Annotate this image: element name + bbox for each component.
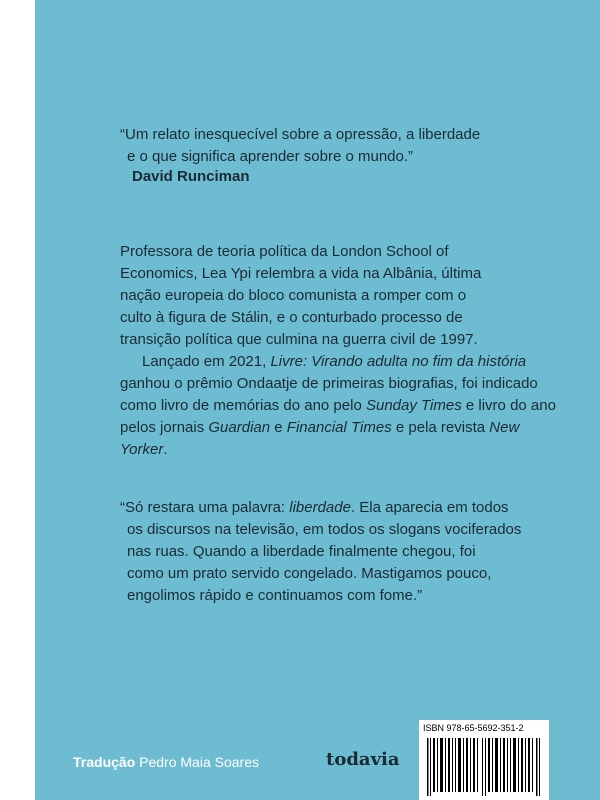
translation-label: Tradução bbox=[73, 754, 136, 770]
quote-line: os discursos na televisão, em todos os slogans vociferados bbox=[127, 521, 522, 538]
quote-line: e o que significa aprender sobre o mundo.” bbox=[127, 148, 414, 165]
quote-line bbox=[120, 497, 570, 519]
description-paragraph-1 bbox=[120, 241, 560, 351]
quote-line: “Um relato inesquecível sobre a opressão, a liberdade bbox=[120, 126, 481, 143]
description-paragraph-2 bbox=[120, 351, 560, 461]
text-run: e pela revista bbox=[391, 419, 490, 436]
publication-name: Sunday Times bbox=[365, 397, 462, 414]
text-run: Lançado em 2021, bbox=[142, 353, 271, 370]
translator-credit bbox=[73, 752, 259, 772]
publication-name: New Yorker bbox=[120, 419, 520, 458]
quote-line: nas ruas. Quando a liberdade finalmente chegou, foi bbox=[127, 543, 476, 560]
quote-line: como um prato servido congelado. Mastigamos pouco, bbox=[127, 565, 492, 582]
publication-name: Financial Times bbox=[286, 419, 392, 436]
book-description bbox=[120, 241, 560, 461]
text-run: e bbox=[270, 419, 287, 436]
back-cover bbox=[35, 0, 600, 800]
text-line: Professora de teoria política da London School of bbox=[120, 243, 449, 260]
text-line: Economics, Lea Ypi relembra a vida na Albânia, última bbox=[120, 265, 482, 282]
text-run: e livro do ano pelos jornais bbox=[120, 397, 556, 436]
emphasis: liberdade bbox=[289, 499, 351, 516]
barcode-bars bbox=[427, 738, 541, 796]
text-line: nação europeia do bloco comunista a romper com o bbox=[120, 287, 467, 304]
book-title: Livre: Virando adulta no fim da história bbox=[270, 353, 527, 370]
text-run: . Ela aparecia em todos bbox=[350, 499, 509, 516]
text-line: transição política que culmina na guerra civil de 1997. bbox=[120, 331, 478, 348]
isbn-number: ISBN 978-65-5692-351-2 bbox=[423, 723, 524, 733]
endorsement-quote bbox=[120, 124, 540, 168]
isbn-barcode bbox=[419, 720, 549, 800]
quote-line: engolimos rápido e continuamos com fome.” bbox=[127, 587, 423, 604]
excerpt-quote bbox=[120, 497, 570, 607]
text-line: culto à figura de Stálin, e o conturbado processo de bbox=[120, 309, 463, 326]
quote-author: David Runciman bbox=[132, 168, 250, 185]
text-run: ganhou o prêmio Ondaatje de primeiras biografias, foi indicado como livro de memórias do ano pelo bbox=[120, 375, 538, 414]
text-run: . bbox=[163, 441, 168, 458]
translator-name: Pedro Maia Soares bbox=[139, 754, 259, 770]
publisher-logo: todavia bbox=[326, 749, 400, 770]
text-run: “Só restara uma palavra: bbox=[120, 499, 290, 516]
publication-name: Guardian bbox=[208, 419, 271, 436]
